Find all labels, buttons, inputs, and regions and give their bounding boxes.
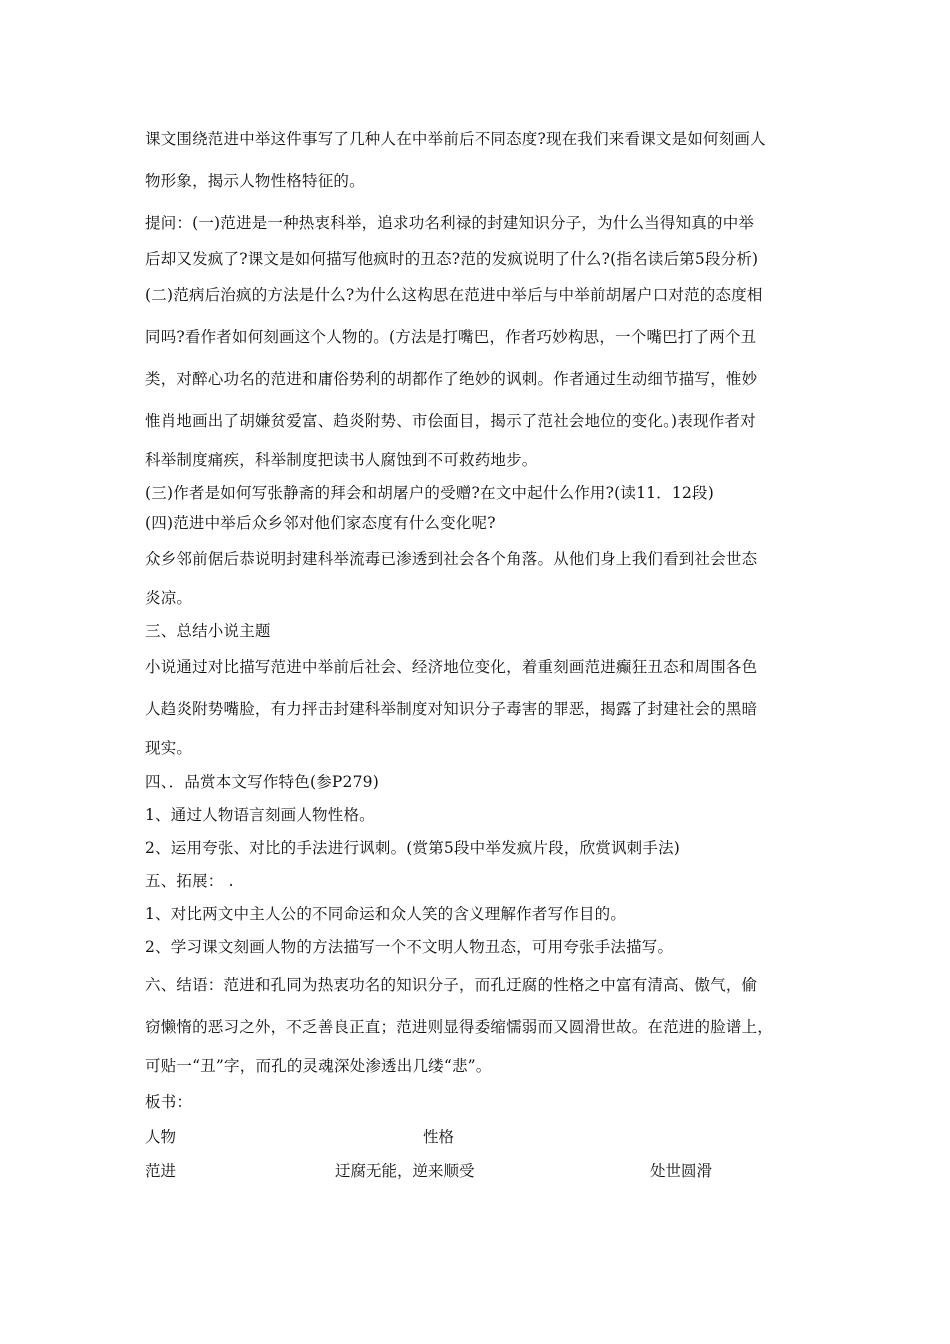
paragraph-line: 炎凉。 [145, 589, 193, 607]
board-row-fanjin [145, 1154, 810, 1188]
board-cell-trait1: 迂腐无能，逆来顺受 [335, 1162, 475, 1180]
paragraph-line: 惟肖地画出了胡嫌贫爱富、趋炎附势、市侩面目，揭示了范社会地位的变化。)表现作者对 [145, 412, 756, 430]
paragraph-line: 后却又发疯了?课文是如何描写他疯时的丑态?范的发疯说明了什么?(指名读后第5段分析) [145, 250, 759, 268]
board-header-row [145, 1120, 810, 1154]
paragraph-line: (四)范进中举后众乡邻对他们家态度有什么变化呢? [145, 514, 496, 532]
board-label: 板书： [145, 1093, 193, 1111]
section-heading: 三、总结小说主题 [145, 622, 271, 640]
paragraph-line: 可贴一“丑”字，而孔的灵魂深处渗透出几缕“悲”。 [145, 1057, 492, 1075]
section-heading: 五、拓展： . [145, 872, 234, 890]
board-cell-name: 范进 [145, 1162, 177, 1180]
paragraph-line: 提问：(一)范进是一种热衷科举，追求功名利禄的封建知识分子，为什么当得知真的中举 [145, 214, 755, 232]
paragraph-line: 窃懒惰的恶习之外，不乏善良正直；范进则显得委缩懦弱而又圆滑世故。在范进的脸谱上， [145, 1018, 774, 1036]
paragraph-line: (二)范病后治疯的方法是什么?为什么这构思在范进中举后与中举前胡屠户口对范的态度相 [145, 286, 763, 304]
paragraph-line: 类，对醉心功名的范进和庸俗势利的胡都作了绝妙的讽刺。作者通过生动细节描写，惟妙 [145, 370, 758, 388]
paragraph-line: 小说通过对比描写范进中举前后社会、经济地位变化，着重刻画范进癫狂丑态和周围各色 [145, 658, 758, 676]
paragraph-line: 科举制度痛疾，科举制度把读书人腐蚀到不可救药地步。 [145, 451, 538, 469]
paragraph-line: 同吗?看作者如何刻画这个人物的。(方法是打嘴巴，作者巧妙构思，一个嘴巴打了两个丑 [145, 328, 757, 346]
section-heading: 四、．品赏本文写作特色(参P279) [145, 773, 379, 791]
paragraph-line: 六、结语：范进和孔同为热衷功名的知识分子，而孔迂腐的性格之中富有清高、傲气，偷 [145, 976, 758, 994]
paragraph-line: 现实。 [145, 739, 193, 757]
list-item: 2、学习课文刻画人物的方法描写一个不文明人物丑态，可用夸张手法描写。 [145, 938, 674, 956]
paragraph-line: 物形象，揭示人物性格特征的。 [145, 172, 365, 190]
list-item: 1、通过人物语言刻画人物性格。 [145, 806, 375, 824]
board-cell-trait2: 处世圆滑 [650, 1162, 713, 1180]
paragraph-line: 人趋炎附势嘴脸，有力抨击封建科举制度对知识分子毒害的罪恶，揭露了封建社会的黑暗 [145, 700, 758, 718]
paragraph-line: (三)作者是如何写张静斋的拜会和胡屠户的受赠?在文中起什么作用?(读11．12段) [145, 484, 714, 502]
paragraph-line: 课文围绕范进中举这件事写了几种人在中举前后不同态度?现在我们来看课文是如何刻画人 [145, 130, 766, 148]
list-item: 1、对比两文中主人公的不同命运和众人笑的含义理解作者写作目的。 [145, 905, 627, 923]
document-page [145, 118, 810, 1188]
paragraph-line: 众乡邻前倨后恭说明封建科举流毒已渗透到社会各个角落。从他们身上我们看到社会世态 [145, 550, 758, 568]
list-item: 2、运用夸张、对比的手法进行讽刺。(赏第5段中举发疯片段，欣赏讽刺手法) [145, 839, 681, 857]
board-header-personality: 性格 [423, 1128, 455, 1146]
board-header-character: 人物 [145, 1128, 177, 1146]
